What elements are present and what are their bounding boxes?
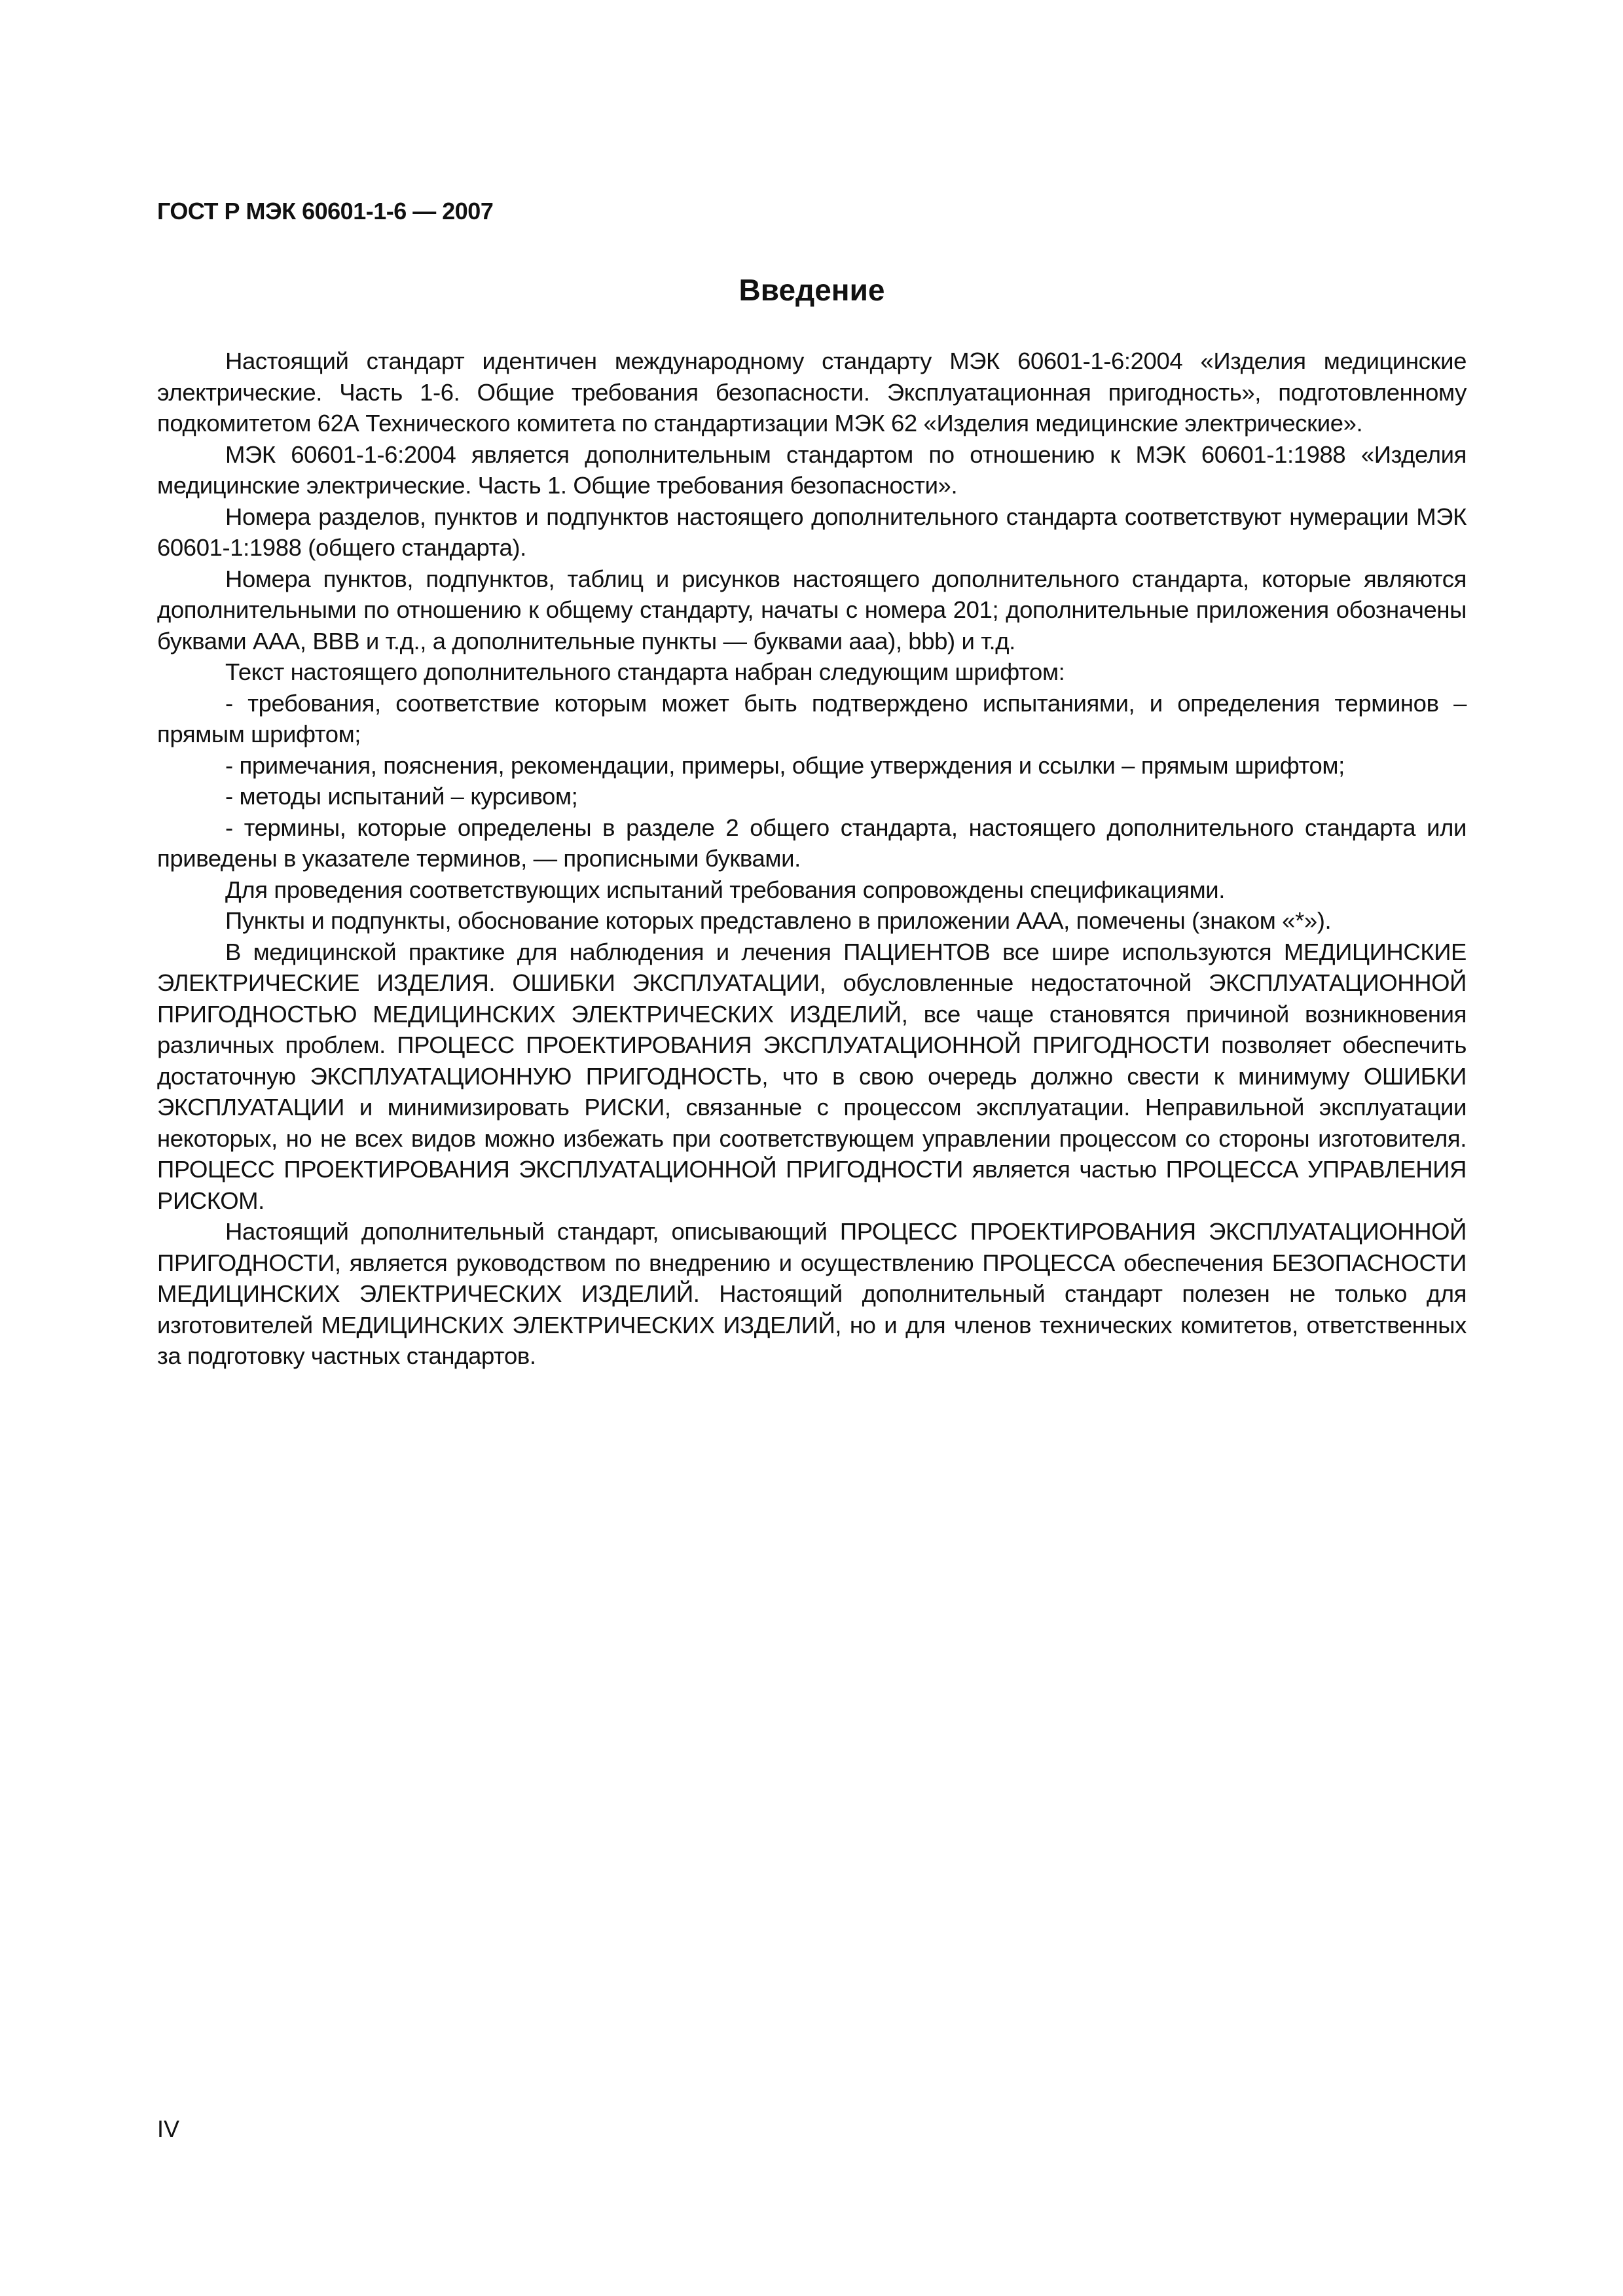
paragraph: В медицинской практике для наблюдения и лечения ПАЦИЕНТОВ все шире используются МЕДИЦИНСКИЕ ЭЛЕКТРИЧЕСКИЕ ИЗДЕЛИЯ. ОШИБКИ ЭКСПЛУАТАЦИИ, обусловленные недостаточной ЭКСПЛУАТАЦИОННОЙ ПРИГОДНОСТЬЮ МЕДИЦИНСКИХ ЭЛЕКТРИЧЕСКИХ ИЗДЕЛИЙ, все чаще становятся причиной возникновения различных проблем. ПРОЦЕСС ПРОЕКТИРОВАНИЯ ЭКСПЛУАТАЦИОННОЙ ПРИГОДНОСТИ позволяет обеспечить достаточную ЭКСПЛУАТАЦИОННУЮ ПРИГОДНОСТЬ, что в свою очередь должно свести к минимуму ОШИБКИ ЭКСПЛУАТАЦИИ и минимизировать РИСКИ, связанные с процессом эксплуатации. Неправильной эксплуатации некоторых, но не всех видов можно избежать при соответствующем управлении процессом со стороны изготовителя. ПРОЦЕСС ПРОЕКТИРОВАНИЯ ЭКСПЛУАТАЦИОННОЙ ПРИГОДНОСТИ является частью ПРОЦЕССА УПРАВЛЕНИЯ РИСКОМ. (157, 938, 1467, 1214)
paragraph: Настоящий стандарт идентичен международному стандарту МЭК 60601-1-6:2004 «Изделия медицинские электрические. Часть 1-6. Общие требования безопасности. Эксплуатационная пригодность», подготовленному подкомитетом 62А Технического комитета по стандартизации МЭК 62 «Изделия медицинские электрические». (157, 348, 1467, 437)
document-code: ГОСТ Р МЭК 60601-1-6 — 2007 (157, 198, 494, 224)
paragraph: Пункты и подпункты, обоснование которых представлено в приложении ААА, помечены (знаком «*»). (225, 907, 1332, 934)
paragraph: Настоящий дополнительный стандарт, описывающий ПРОЦЕСС ПРОЕКТИРОВАНИЯ ЭКСПЛУАТАЦИОННОЙ ПРИГОДНОСТИ, является руководством по внедрению и осуществлению ПРОЦЕССА обеспечения БЕЗОПАСНОСТИ МЕДИЦИНСКИХ ЭЛЕКТРИЧЕСКИХ ИЗДЕЛИЙ. Настоящий дополнительный стандарт полезен не только для изготовителей МЕДИЦИНСКИХ ЭЛЕКТРИЧЕСКИХ ИЗДЕЛИЙ, но и для членов технических комитетов, ответственных за подготовку частных стандартов. (157, 1218, 1467, 1369)
page-number: IV (157, 2115, 180, 2142)
introduction-body (157, 346, 1467, 1372)
list-item: - требования, соответствие которым может быть подтверждено испытаниями, и определения терминов – прямым шрифтом; (157, 689, 1467, 747)
paragraph: Номера пунктов, подпунктов, таблиц и рисунков настоящего дополнительного стандарта, которые являются дополнительными по отношению к общему стандарту, начаты с номера 201; дополнительные приложения обозначены буквами ААА, ВВВ и т.д., а дополнительные пункты — буквами ааа), bbb) и т.д. (157, 565, 1467, 655)
list-item: - термины, которые определены в разделе 2 общего стандарта, настоящего дополнительного стандарта или приведены в указателе терминов, — прописными буквами. (157, 814, 1467, 872)
paragraph: МЭК 60601-1-6:2004 является дополнительным стандартом по отношению к МЭК 60601-1:1988 «Изделия медицинские электрические. Часть 1. Общие требования безопасности». (157, 440, 1467, 499)
page-title: Введение (739, 273, 885, 307)
paragraph: Текст настоящего дополнительного стандарта набран следующим шрифтом: (225, 658, 1065, 685)
list-item: - примечания, пояснения, рекомендации, примеры, общие утверждения и ссылки – прямым шрифтом; (225, 751, 1345, 779)
paragraph: Номера разделов, пунктов и подпунктов настоящего дополнительного стандарта соответствуют нумерации МЭК 60601-1:1988 (общего стандарта). (157, 503, 1467, 561)
list-item: - методы испытаний – курсивом; (225, 783, 578, 810)
paragraph: Для проведения соответствующих испытаний требования сопровождены спецификациями. (225, 876, 1226, 903)
